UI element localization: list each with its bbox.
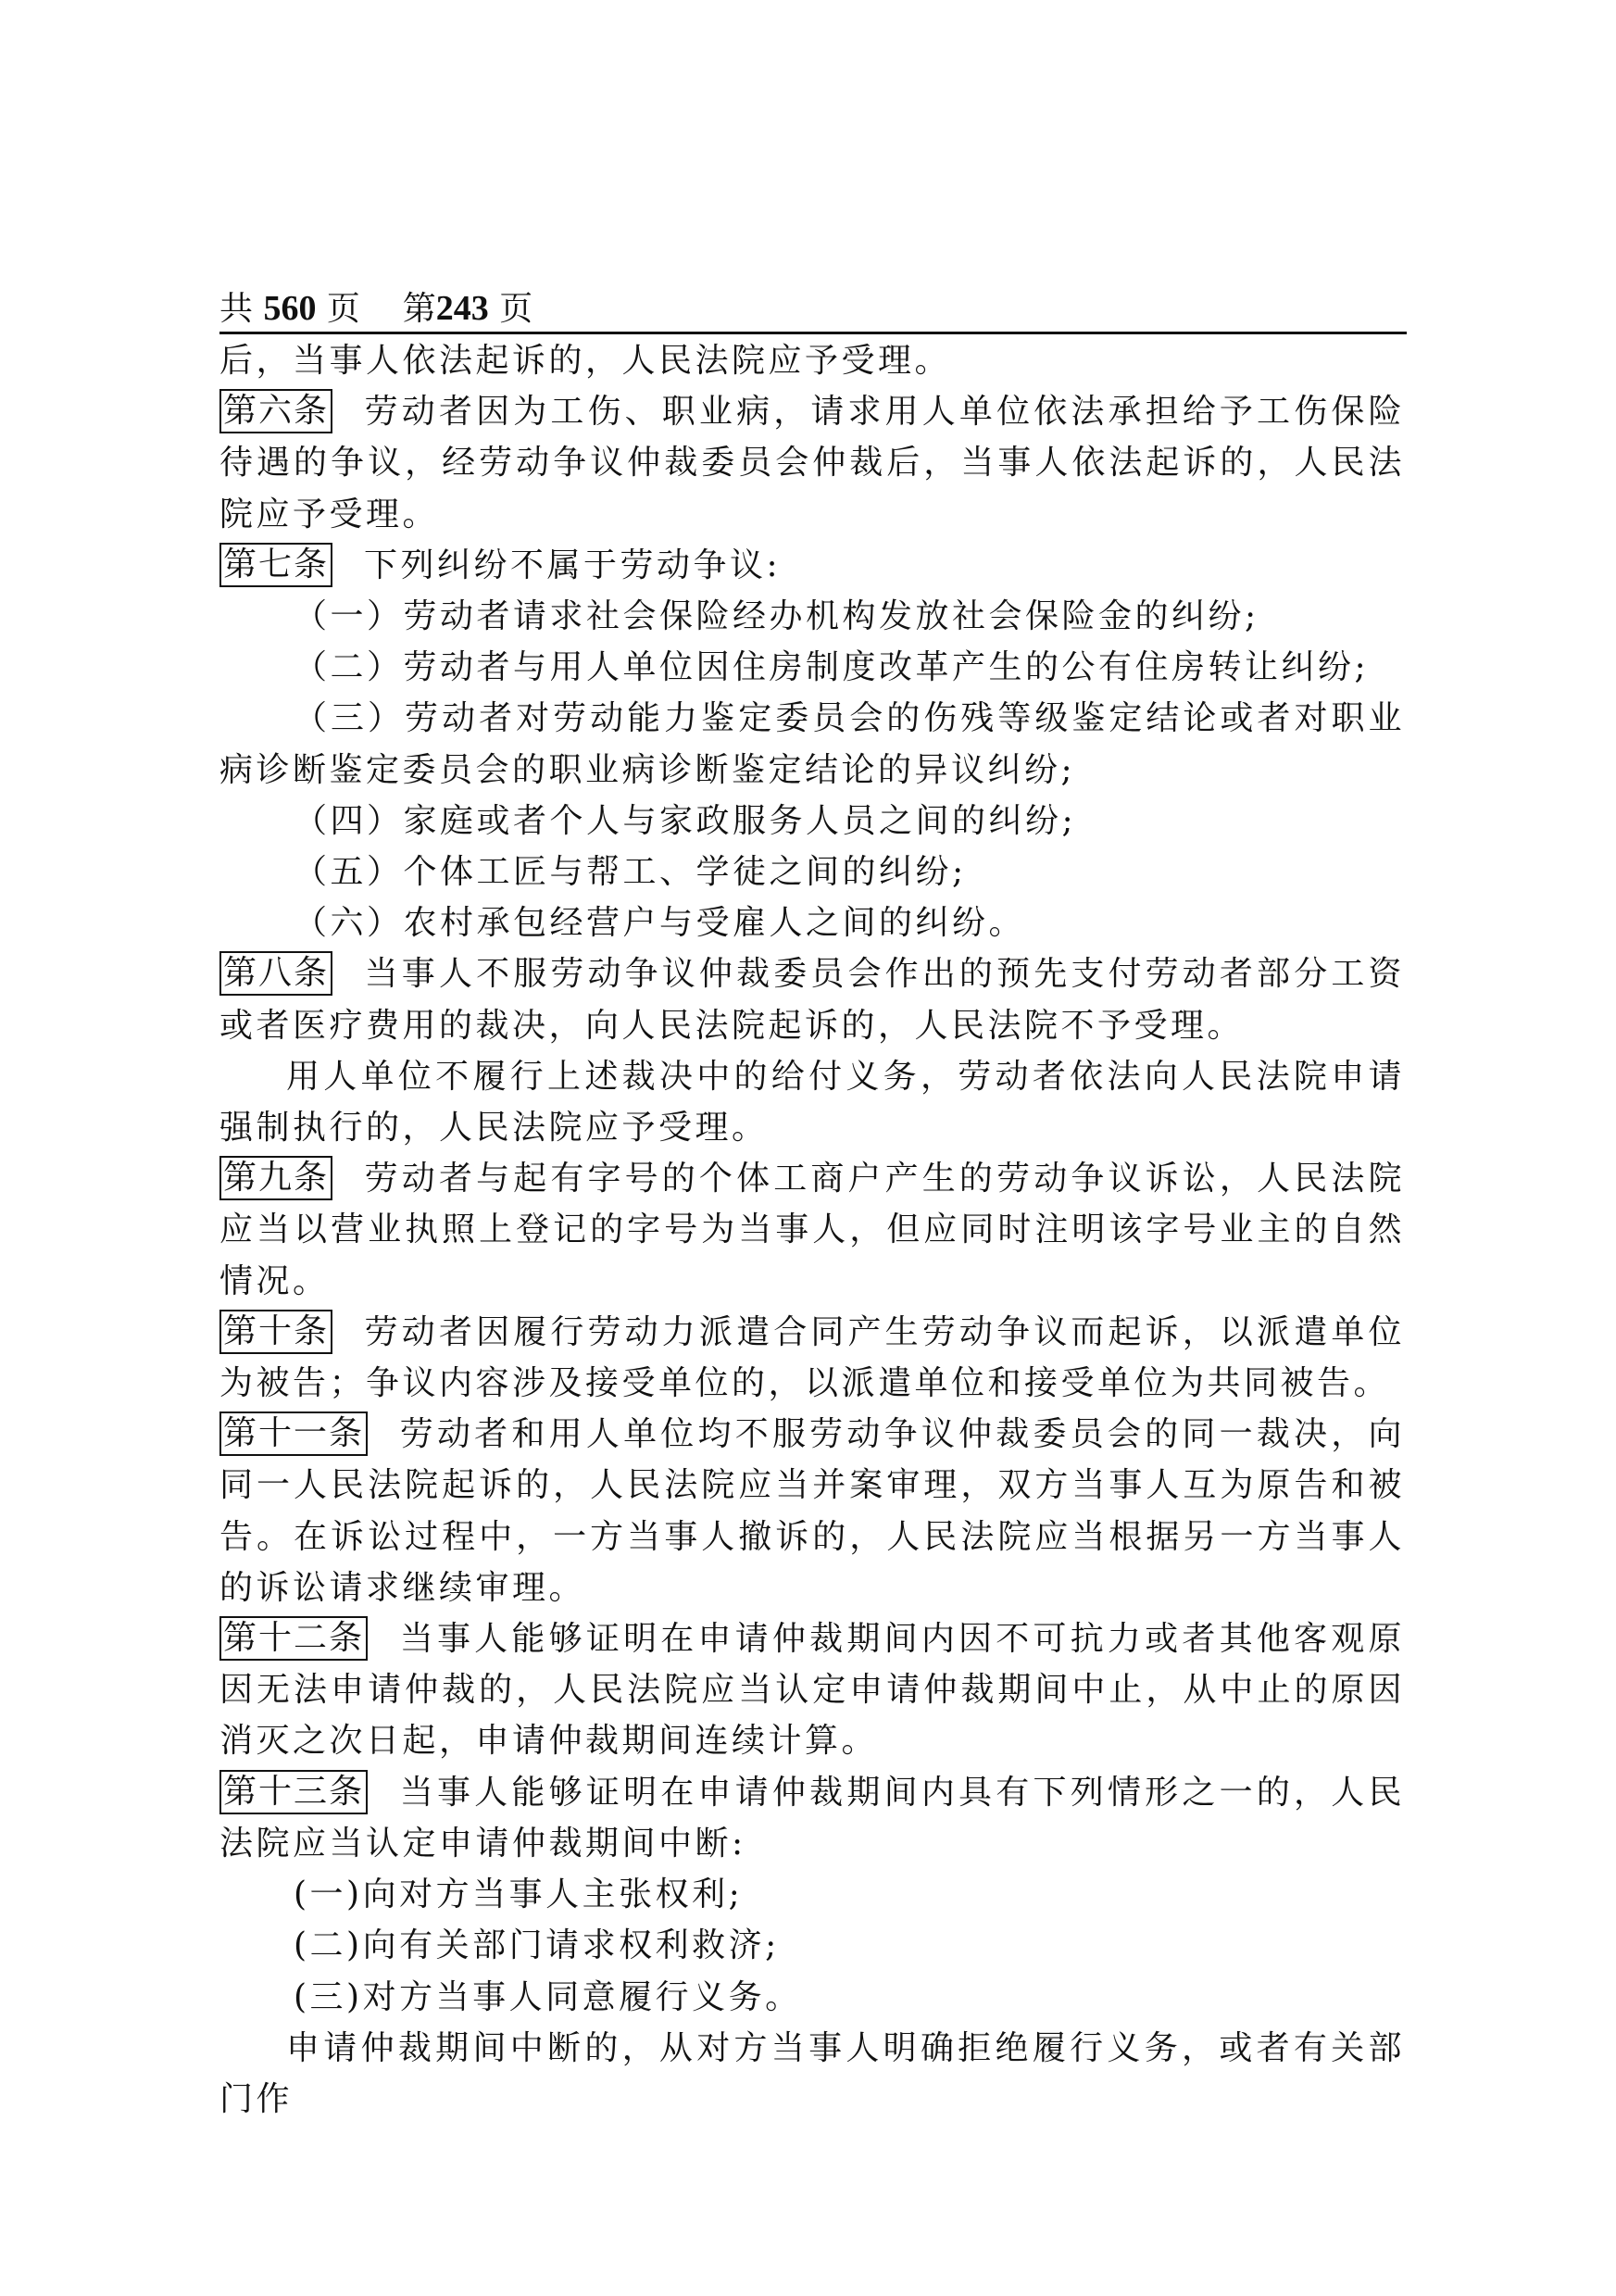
article-10-title: 第十条 [219, 1310, 332, 1354]
continuation-paragraph: 后，当事人依法起诉的，人民法院应予受理。 [219, 342, 952, 380]
article-7-item: （六）农村承包经营户与受雇人之间的纠纷。 [294, 904, 1026, 943]
article-13-item: (一)向对方当事人主张权利; [294, 1876, 744, 1914]
article-7-item: （三）劳动者对劳动能力鉴定委员会的伤残等级鉴定结论或者对职业病诊断鉴定委员会的职业病诊断鉴定结论的异议纠纷; [219, 699, 1405, 789]
article-7-title: 第七条 [219, 543, 332, 587]
article-11 [219, 1409, 1405, 1613]
article-11-title: 第十一条 [219, 1411, 368, 1456]
article-13-text: 当事人能够证明在申请仲裁期间内具有下列情形之一的，人民法院应当认定申请仲裁期间中断: [219, 1773, 1405, 1863]
article-8-paragraph-2: 用人单位不履行上述裁决中的给付义务，劳动者依法向人民法院申请强制执行的，人民法院应予受理。 [219, 1057, 1405, 1148]
article-13-paragraph-2: 申请仲裁期间中断的，从对方当事人明确拒绝履行义务，或者有关部门作 [219, 2028, 1405, 2118]
article-7-item: （五）个体工匠与帮工、学徒之间的纠纷; [294, 853, 967, 892]
article-12-text: 当事人能够证明在申请仲裁期间内因不可抗力或者其他客观原因无法申请仲裁的，人民法院应当认定申请仲裁期间中止，从中止的原因消灭之次日起，申请仲裁期间连续计算。 [219, 1620, 1405, 1761]
page-header [219, 284, 1405, 332]
current-suffix: 页 [499, 290, 533, 328]
document-body [219, 335, 1405, 2125]
total-pages: 560 [263, 289, 317, 328]
article-8-title: 第八条 [219, 951, 332, 996]
article-11-text: 劳动者和用人单位均不服劳动争议仲裁委员会的同一裁决，向同一人民法院起诉的，人民法院应当并案审理，双方当事人互为原告和被告。在诉讼过程中，一方当事人撤诉的，人民法院应当根据另一方当事人的诉讼请求继续审理。 [219, 1415, 1405, 1607]
article-8-text: 当事人不服劳动争议仲裁委员会作出的预先支付劳动者部分工资或者医疗费用的裁决，向人民法院起诉的，人民法院不予受理。 [219, 955, 1405, 1045]
total-prefix: 共 [219, 290, 254, 328]
article-13-item: (二)向有关部门请求权利救济; [294, 1926, 780, 1965]
article-12-title: 第十二条 [219, 1616, 368, 1661]
article-9-text: 劳动者与起有字号的个体工商户产生的劳动争议诉讼，人民法院应当以营业执照上登记的字号为当事人，但应同时注明该字号业主的自然情况。 [219, 1160, 1405, 1300]
article-10-text: 劳动者因履行劳动力派遣合同产生劳动争议而起诉，以派遣单位为被告；争议内容涉及接受单位的，以派遣单位和接受单位为共同被告。 [219, 1312, 1405, 1403]
article-6 [219, 386, 1405, 540]
article-13-title: 第十三条 [219, 1770, 368, 1814]
article-7-item: （一）劳动者请求社会保险经办机构发放社会保险金的纠纷; [294, 597, 1259, 636]
article-10 [219, 1307, 1405, 1409]
header-rule [219, 332, 1407, 334]
article-9-title: 第九条 [219, 1156, 332, 1200]
total-suffix: 页 [326, 290, 360, 328]
article-8 [219, 948, 1405, 1050]
article-12 [219, 1613, 1405, 1767]
current-prefix: 第 [402, 290, 436, 328]
article-13-item: (三)对方当事人同意履行义务。 [294, 1977, 802, 2016]
article-7-text: 下列纠纷不属于劳动争议: [364, 546, 782, 584]
article-9 [219, 1153, 1405, 1307]
article-6-text: 劳动者因为工伤、职业病，请求用人单位依法承担给予工伤保险待遇的争议，经劳动争议仲裁委员会仲裁后，当事人依法起诉的，人民法院应予受理。 [219, 393, 1405, 533]
article-7-item: （四）家庭或者个人与家政服务人员之间的纠纷; [294, 801, 1077, 840]
article-13 [219, 1767, 1405, 1869]
article-7 [219, 540, 1405, 591]
article-6-title: 第六条 [219, 389, 332, 433]
article-7-item: （二）劳动者与用人单位因住房制度改革产生的公有住房转让纠纷; [294, 648, 1370, 687]
current-page: 243 [435, 289, 489, 328]
